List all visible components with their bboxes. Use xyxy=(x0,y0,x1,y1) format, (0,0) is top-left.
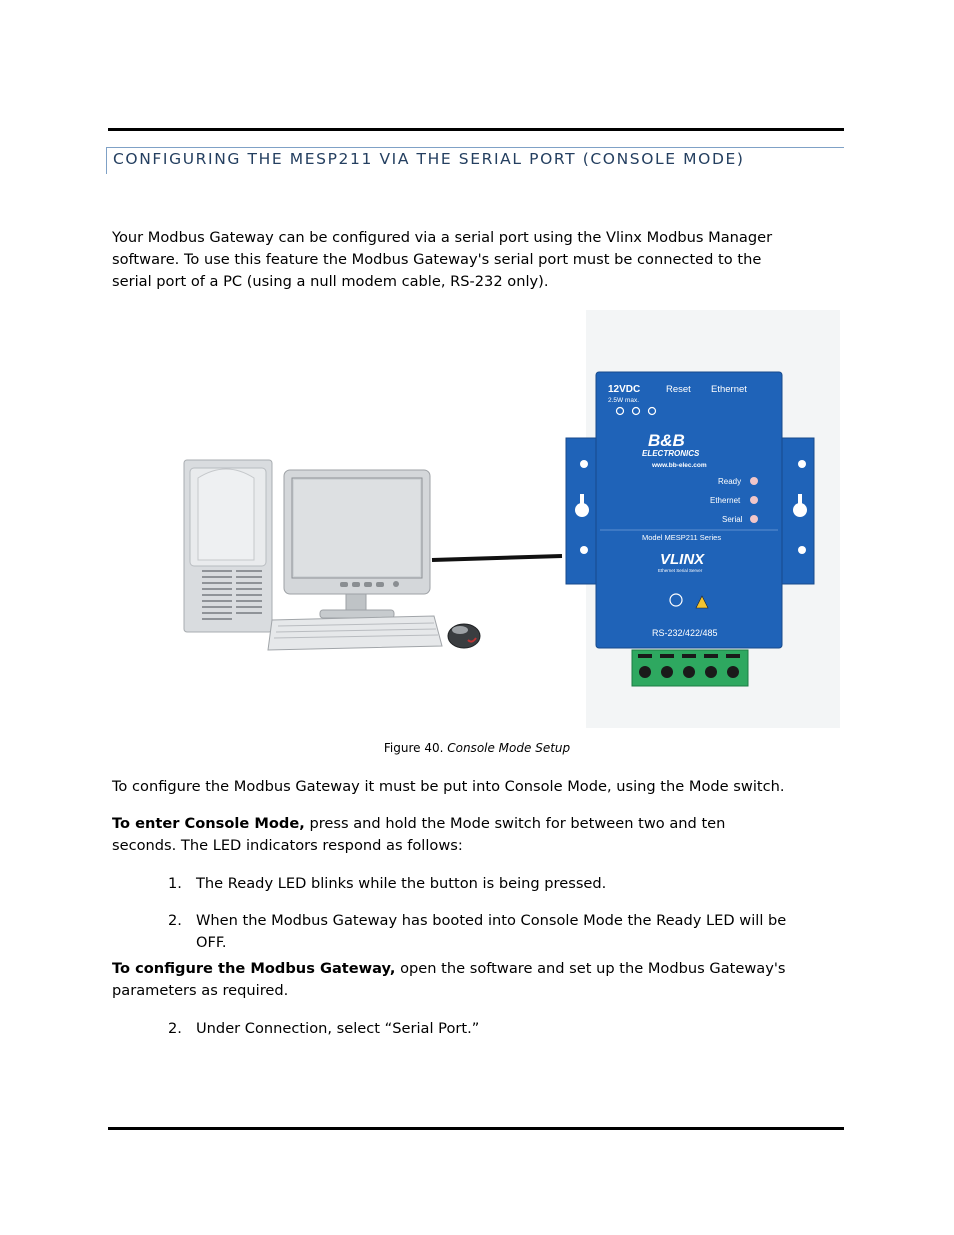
enter-console-rest: press and hold the Mode switch for between two and ten xyxy=(304,815,726,832)
label-ethernet: Ethernet xyxy=(711,384,747,395)
intro-line-1: Your Modbus Gateway can be configured via a serial port using the Vlinx Modbus Manager xyxy=(112,229,773,246)
label-reset: Reset xyxy=(666,384,691,395)
mouse-icon xyxy=(448,624,480,648)
header-rule xyxy=(108,128,844,131)
section-heading: CONFIGURING THE MESP211 VIA THE SERIAL PORT (CONSOLE MODE) xyxy=(113,150,745,168)
led-serial-indicator xyxy=(750,515,758,523)
serial-cable xyxy=(432,556,562,560)
keyboard-icon xyxy=(268,616,442,650)
mesp211-device xyxy=(596,372,782,648)
led-ready-indicator xyxy=(750,477,758,485)
configure-bold: To configure the Modbus Gateway, xyxy=(112,960,396,977)
led-label-ethernet: Ethernet xyxy=(710,496,741,505)
mounting-flange-right xyxy=(782,438,814,584)
pc-tower-icon xyxy=(184,460,272,632)
brand-subtitle: ELECTRONICS xyxy=(642,449,700,458)
label-power: 12VDC xyxy=(608,384,641,395)
step-1-number: 1. xyxy=(168,875,182,892)
footer-rule xyxy=(108,1127,844,1130)
intro-paragraph xyxy=(112,227,842,293)
configure-rest: open the software and set up the Modbus Gateway's xyxy=(395,960,786,977)
led-ethernet-indicator xyxy=(750,496,758,504)
mounting-flange-left xyxy=(566,438,598,584)
caption-prefix: Figure 40. xyxy=(383,741,448,755)
figure-caption xyxy=(0,740,954,756)
brand-website: www.bb-elec.com xyxy=(652,462,707,469)
label-power-sub: 2.5W max. xyxy=(608,397,640,404)
console-mode-paragraph: To configure the Modbus Gateway it must be put into Console Mode, using the Mode switch. xyxy=(112,778,785,795)
console-mode-figure xyxy=(180,310,840,730)
caption-title: Console Mode Setup xyxy=(447,741,571,755)
product-subtitle: Ethernet Serial Server xyxy=(658,568,703,573)
led-label-serial: Serial xyxy=(722,515,743,524)
intro-line-2: software. To use this feature the Modbus Gateway's serial port must be connected to the xyxy=(112,251,762,268)
enter-console-bold: To enter Console Mode, xyxy=(112,815,305,832)
step-2-line-2: OFF. xyxy=(196,934,227,951)
configure-line-2: parameters as required. xyxy=(112,982,289,999)
enter-console-paragraph xyxy=(112,813,842,857)
configure-paragraph xyxy=(112,958,842,1002)
power-terminal-icon xyxy=(617,408,656,415)
brand-name: B&B xyxy=(648,431,685,450)
connection-step-text: Under Connection, select “Serial Port.” xyxy=(196,1020,480,1037)
monitor-icon xyxy=(284,470,430,618)
intro-line-3: serial port of a PC (using a null modem cable, RS-232 only). xyxy=(112,273,549,290)
interface-label: RS-232/422/485 xyxy=(652,628,718,638)
led-label-ready: Ready xyxy=(718,477,742,486)
device-model: Model MESP211 Series xyxy=(642,533,722,542)
step-2-text xyxy=(196,910,844,954)
product-logo: VLINX xyxy=(660,551,705,568)
enter-console-line-2: seconds. The LED indicators respond as follows: xyxy=(112,837,463,854)
step-2-line-1: When the Modbus Gateway has booted into Console Mode the Ready LED will be xyxy=(196,912,787,929)
terminal-block-icon xyxy=(632,650,748,686)
connection-step-number: 2. xyxy=(168,1020,182,1037)
step-2-number: 2. xyxy=(168,912,182,929)
step-1-text: The Ready LED blinks while the button is being pressed. xyxy=(196,875,607,892)
